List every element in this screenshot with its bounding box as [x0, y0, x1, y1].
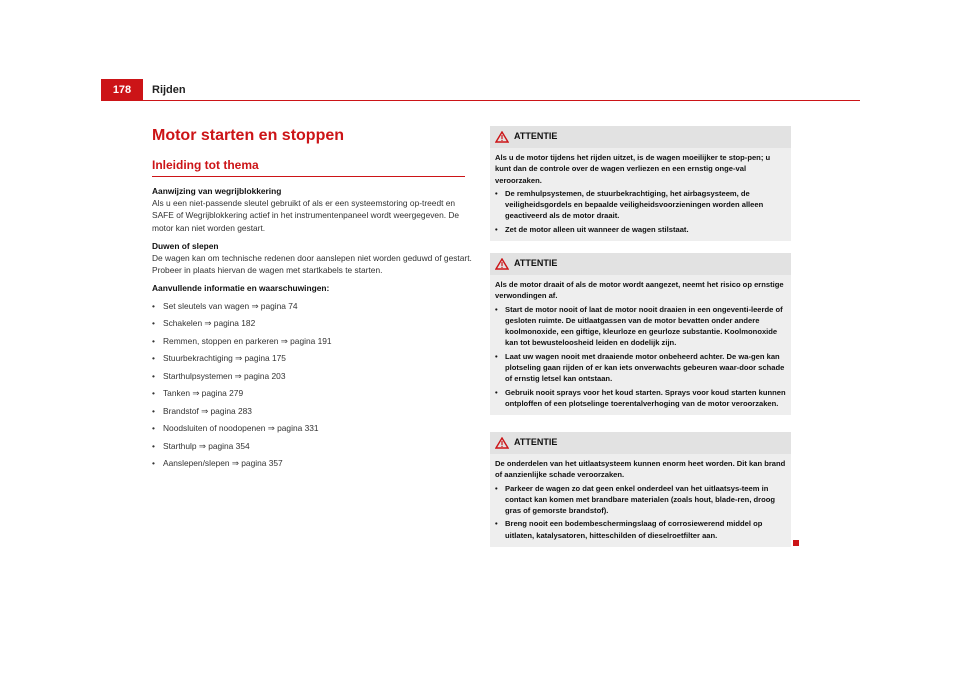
page-title: Motor starten en stoppen [152, 127, 345, 144]
warning-label: ATTENTIE [514, 131, 558, 141]
heading-additional-info: Aanvullende informatie en waarschuwingen: [152, 283, 330, 294]
warning-box [490, 432, 791, 547]
paragraph-towing: De wagen kan om technische redenen door aanslepen niet worden geduwd of gestart. Probeer in plaats hiervan de wagen met startkabels te starten. [152, 253, 472, 276]
warning-header [490, 253, 791, 275]
intro-column [152, 185, 472, 470]
section-end-marker [793, 540, 799, 546]
warning-box [490, 126, 791, 241]
warning-body [490, 454, 791, 547]
warning-header [490, 432, 791, 454]
warning-label: ATTENTIE [514, 258, 558, 268]
warning-body [490, 148, 791, 241]
warning-triangle-icon [495, 437, 509, 449]
warning-bullet: • Parkeer de wagen zo dat geen enkel onderdeel van het uitlaatsys-teem in contact kan komen met brandbare materialen (zoals hout, blade-ren, droog gras of gemorste brandstof). [495, 483, 786, 517]
warning-triangle-icon [495, 131, 509, 143]
warning-header [490, 126, 791, 148]
reference-link[interactable]: • Noodsluiten of noodopenen ⇒ pagina 331 [152, 422, 472, 434]
section-title: Rijden [152, 84, 186, 96]
reference-link[interactable]: • Brandstof ⇒ pagina 283 [152, 405, 472, 417]
header-divider [143, 100, 860, 101]
heading-towing: Duwen of slepen [152, 240, 219, 251]
warning-label: ATTENTIE [514, 437, 558, 447]
warning-bullet: • Zet de motor alleen uit wanneer de wagen stilstaat. [495, 224, 786, 235]
warning-intro: Als u de motor tijdens het rijden uitzet, is de wagen moeilijker te stop-pen; u kunt dan de controle over de wagen verliezen en een ernstig onge-val veroorzaken. [495, 153, 771, 185]
warning-bullet: • Breng nooit een bodembeschermingslaag of corrosiewerend middel op uitlaten, katalysatoren, hitteschilden of dieselroetfilter aan. [495, 518, 786, 541]
subtitle-divider [152, 176, 465, 177]
warning-box [490, 253, 791, 415]
warning-bullet: • De remhulpsystemen, de stuurbekrachtiging, het airbagsysteem, de veiligheidsgordels en bepaalde veiligheidsvoorzieningen worden alleen geactiveerd als de motor draait. [495, 188, 786, 222]
page-subtitle: Inleiding tot thema [152, 158, 259, 172]
warning-intro: Als de motor draait of als de motor wordt aangezet, neemt het risico op ernstige verwondingen af. [495, 280, 784, 301]
reference-link[interactable]: • Remmen, stoppen en parkeren ⇒ pagina 191 [152, 335, 472, 347]
heading-immobilizer: Aanwijzing van wegrijblokkering [152, 186, 282, 196]
warning-bullet: • Laat uw wagen nooit met draaiende motor onbeheerd achter. De wa-gen kan plotseling gaan rijden of er kan iets onverwachts gebeuren waar-door schade of ernstig letsel kan ontstaan. [495, 351, 786, 385]
paragraph-immobilizer: Als u een niet-passende sleutel gebruikt of als er een systeemstoring op-treedt en SAFE of Wegrijblokkering actief in het instrumentenpaneel wordt weergegeven. De motor kan niet worden gestart. [152, 198, 460, 233]
warning-bullet: • Start de motor nooit of laat de motor nooit draaien in een ongeventi-leerde of gesloten ruimte. De uitlaatgassen van de motor bevatten onder andere koolmonoxide, een giftige, kleurloze en geurloze substantie. Koolmonoxide kan tot bewusteloosheid leiden en dodelijk zijn. [495, 304, 786, 349]
reference-link[interactable]: • Set sleutels van wagen ⇒ pagina 74 [152, 300, 472, 312]
warning-intro: De onderdelen van het uitlaatsysteem kunnen enorm heet worden. Dit kan brand of aanzienlijke schade veroorzaken. [495, 459, 786, 480]
warning-body [490, 275, 791, 415]
reference-link[interactable]: • Starthulpsystemen ⇒ pagina 203 [152, 370, 472, 382]
page-number: 178 [101, 79, 143, 101]
reference-link[interactable]: • Schakelen ⇒ pagina 182 [152, 317, 472, 329]
warning-bullet: • Gebruik nooit sprays voor het koud starten. Sprays voor koud starten kunnen ontploffen of een plotselinge toerentalverhoging van de motor veroorzaken. [495, 387, 786, 410]
reference-link[interactable]: • Aanslepen/slepen ⇒ pagina 357 [152, 457, 472, 469]
reference-link[interactable]: • Starthulp ⇒ pagina 354 [152, 440, 472, 452]
warning-triangle-icon [495, 258, 509, 270]
reference-list [152, 300, 472, 470]
reference-link[interactable]: • Tanken ⇒ pagina 279 [152, 387, 472, 399]
reference-link[interactable]: • Stuurbekrachtiging ⇒ pagina 175 [152, 352, 472, 364]
